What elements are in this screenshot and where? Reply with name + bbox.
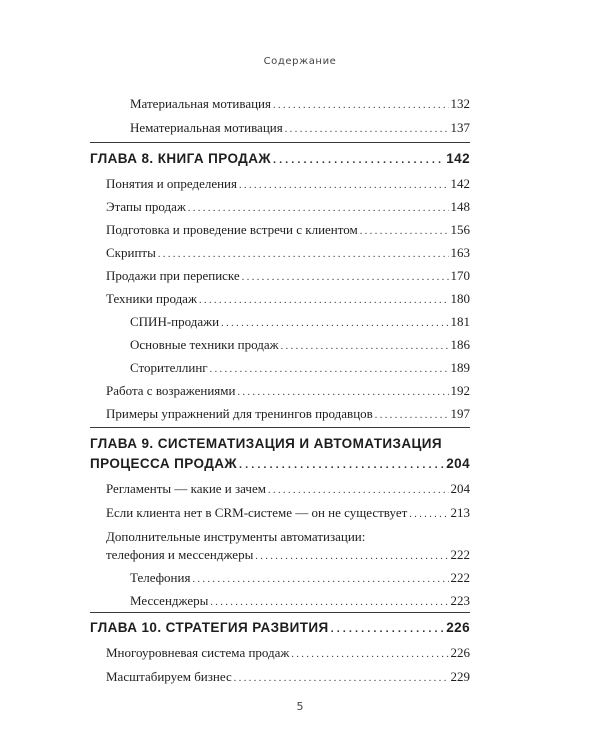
toc-entry[interactable] [106,645,470,661]
chapter-rule [90,427,470,428]
toc-entry-title: Работа с возражениями [106,383,236,398]
toc-entry-page: 192 [450,383,470,398]
chapter-rule [90,142,470,143]
toc-entry-title: Сторителлинг [130,360,208,375]
leader-dots [242,272,449,283]
toc-entry[interactable] [106,505,470,521]
toc-entry-title: Регламенты — какие и зачем [106,481,266,496]
toc-entry-title: Понятия и определения [106,176,237,191]
toc-entry-title: Техники продаж [106,291,197,306]
toc-entry-page: 180 [450,291,470,306]
toc-entry-title: Примеры упражнений для тренингов продавцов [106,406,373,421]
chapter-title-line1[interactable]: ГЛАВА 9. СИСТЕМАТИЗАЦИЯ И АВТОМАТИЗАЦИЯ [90,436,442,451]
toc-entry[interactable] [106,669,470,685]
chapter-page: 204 [446,456,470,471]
leader-dots [285,124,449,135]
leader-dots [409,509,448,520]
toc-entry[interactable] [106,481,470,497]
chapter-page: 142 [446,151,470,166]
leader-dots [210,364,449,375]
toc-entry[interactable] [106,383,470,399]
leader-dots [234,673,449,684]
toc-entry[interactable] [106,406,470,422]
toc-entry[interactable] [106,268,470,284]
toc-entry-title: Скрипты [106,245,156,260]
leader-dots [255,551,448,562]
toc-entry-title: Телефония [130,570,191,585]
toc-chapter-10[interactable] [90,620,470,635]
toc-entry-title: Продажи при переписке [106,268,240,283]
toc-entry-page: 229 [450,669,470,684]
toc-entry-page: 223 [450,593,470,608]
toc-entry-title-line1[interactable]: Дополнительные инструменты автоматизации: [106,529,366,544]
toc-entry-title: Этапы продаж [106,199,186,214]
toc-entry[interactable] [130,593,470,609]
toc-entry[interactable] [130,360,470,376]
leader-dots [158,249,449,260]
toc-entry-page: 204 [450,481,470,496]
toc-entry[interactable] [106,245,470,261]
leader-dots [268,485,449,496]
toc-entry[interactable] [130,96,470,112]
toc-entry-title-line2: телефония и мессенджеры [106,547,254,562]
chapter-title-line2: ПРОЦЕССА ПРОДАЖ [90,456,237,471]
leader-dots [188,203,449,214]
chapter-page: 226 [446,620,470,635]
toc-entry-title: Если клиента нет в CRM-системе — он не существует [106,505,408,520]
toc-entry[interactable] [106,176,470,192]
chapter-title: ГЛАВА 8. КНИГА ПРОДАЖ [90,151,271,166]
toc-entry[interactable] [130,570,470,586]
toc-entry-page: 181 [450,314,470,329]
toc-entry-page: 186 [450,337,470,352]
leader-dots [360,226,449,237]
toc-chapter-9[interactable] [90,456,470,471]
toc-chapter-8[interactable] [90,151,470,166]
toc-entry[interactable] [106,547,470,563]
toc-entry-page: 163 [450,245,470,260]
toc-entry[interactable] [106,222,470,238]
toc-entry-page: 137 [450,120,470,135]
leader-dots [192,574,448,585]
toc-entry-title: Мессенджеры [130,593,209,608]
toc-entry-title: Основные техники продаж [130,337,279,352]
toc-entry-page: 222 [450,570,470,585]
toc-entry[interactable] [106,291,470,307]
toc-entry-title: Многоуровневая система продаж [106,645,290,660]
toc-entry[interactable] [130,314,470,330]
toc-entry-title: Подготовка и проведение встречи с клиентом [106,222,358,237]
toc-entry-page: 189 [450,360,470,375]
leader-dots [237,387,448,398]
toc-entry-title: СПИН-продажи [130,314,220,329]
toc-entry-page: 132 [450,96,470,111]
toc-entry[interactable] [106,199,470,215]
leader-dots [273,100,449,111]
toc-entry-page: 142 [450,176,470,191]
leader-dots [273,154,444,166]
toc-entry-title: Нематериальная мотивация [130,120,283,135]
leader-dots [375,410,449,421]
leader-dots [221,318,448,329]
leader-dots [239,180,449,191]
toc-entry[interactable] [130,337,470,353]
toc-entry-page: 170 [450,268,470,283]
running-head: Содержание [263,56,337,67]
toc-entry[interactable] [130,120,470,136]
toc-entry-page: 197 [450,406,470,421]
toc-entry-title: Материальная мотивация [130,96,271,111]
leader-dots [331,623,445,635]
leader-dots [291,649,448,660]
leader-dots [239,459,444,471]
chapter-rule [90,612,470,613]
toc-entry-page: 222 [450,547,470,562]
chapter-title: ГЛАВА 10. СТРАТЕГИЯ РАЗВИТИЯ [90,620,329,635]
toc-entry-page: 148 [450,199,470,214]
leader-dots [210,597,448,608]
toc-entry-page: 156 [450,222,470,237]
leader-dots [281,341,449,352]
toc-entry-title: Масштабируем бизнес [106,669,232,684]
page-number: 5 [296,700,304,713]
toc-entry-page: 213 [450,505,470,520]
toc-entry-page: 226 [450,645,470,660]
leader-dots [199,295,449,306]
